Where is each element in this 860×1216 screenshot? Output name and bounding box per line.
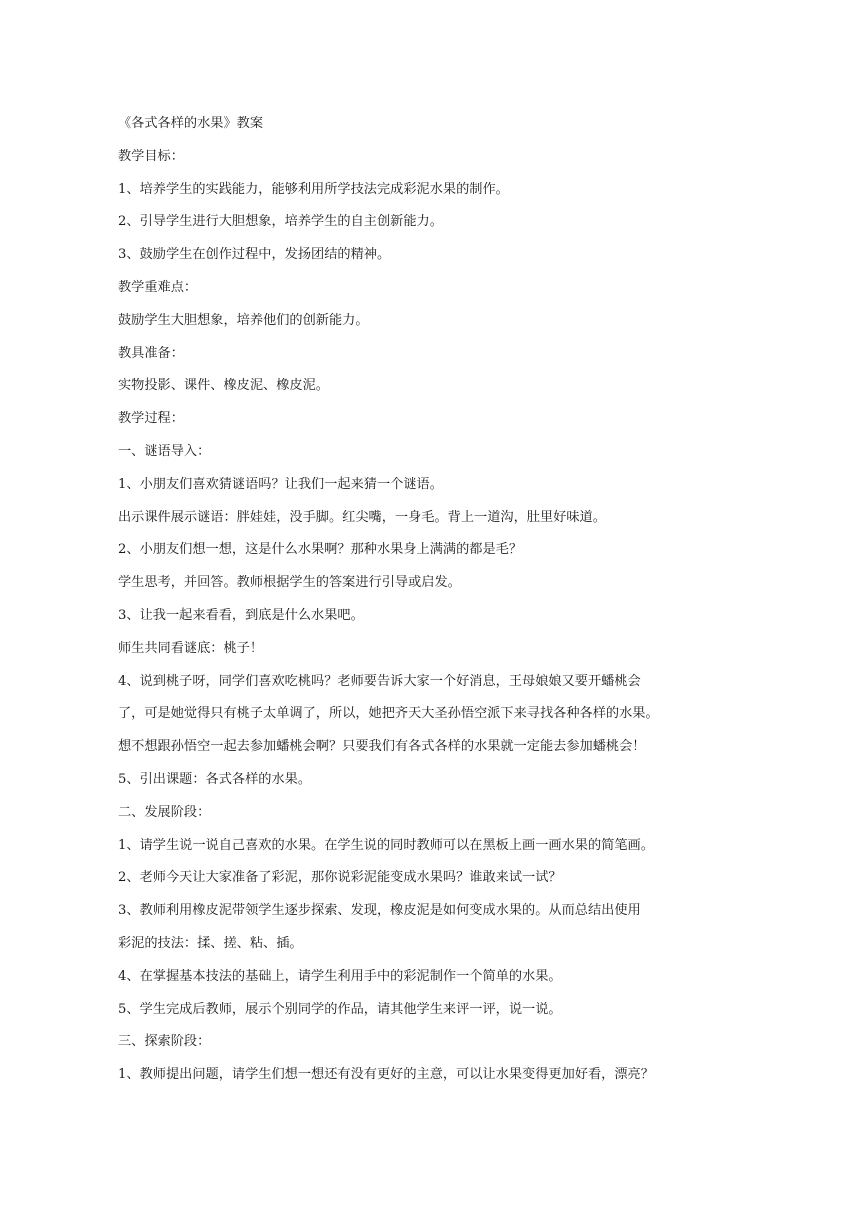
section-heading-key-points: 教学重难点： <box>118 279 198 295</box>
paragraph-line: 1、教师提出问题，请学生们想一想还有没有更好的主意，可以让水果变得更加好看，漂亮？ <box>118 1067 654 1083</box>
paragraph-line: 鼓励学生大胆想象，培养他们的创新能力。 <box>118 312 369 328</box>
paragraph-line: 1、培养学生的实践能力，能够利用所学技法完成彩泥水果的制作。 <box>118 181 509 197</box>
subsection-heading-exploration: 三、探索阶段： <box>118 1034 211 1050</box>
paragraph-line: 想不想跟孙悟空一起去参加蟠桃会啊？只要我们有各式各样的水果就一定能去参加蟠桃会！ <box>118 739 646 755</box>
paragraph-line: 4、说到桃子呀，同学们喜欢吃桃吗？老师要告诉大家一个好消息，王母娘娘又要开蟠桃会 <box>118 673 641 689</box>
paragraph-line: 学生思考，并回答。教师根据学生的答案进行引导或启发。 <box>118 575 461 591</box>
subsection-heading-development: 二、发展阶段： <box>118 804 211 820</box>
document-title: 《各式各样的水果》教案 <box>118 116 264 131</box>
paragraph-line: 1、请学生说一说自己喜欢的水果。在学生说的同时教师可以在黑板上画一画水果的简笔画。 <box>118 837 654 853</box>
paragraph-line: 3、教师利用橡皮泥带领学生逐步探索、发现，橡皮泥是如何变成水果的。从而总结出使用 <box>118 903 641 919</box>
paragraph-line: 2、引导学生进行大胆想象，培养学生的自主创新能力。 <box>118 214 443 230</box>
paragraph-line: 实物投影、课件、橡皮泥、橡皮泥。 <box>118 378 329 394</box>
paragraph-line: 4、在掌握基本技法的基础上，请学生利用手中的彩泥制作一个简单的水果。 <box>118 968 562 984</box>
paragraph-line: 师生共同看谜底：桃子！ <box>118 640 264 656</box>
paragraph-line: 2、老师今天让大家准备了彩泥，那你说彩泥能变成水果吗？谁敢来试一试？ <box>118 870 562 886</box>
section-heading-objectives: 教学目标： <box>118 148 184 164</box>
paragraph-line: 3、让我一起来看看，到底是什么水果吧。 <box>118 607 364 623</box>
paragraph-line: 彩泥的技法：揉、搓、粘、插。 <box>118 935 303 951</box>
paragraph-line: 2、小朋友们想一想，这是什么水果啊？那种水果身上满满的都是毛？ <box>118 542 523 558</box>
paragraph-line: 了，可是她觉得只有桃子太单调了，所以，她把齐天大圣孙悟空派下来寻找各种各样的水果。 <box>118 706 659 722</box>
subsection-heading-riddle: 一、谜语导入： <box>118 443 211 459</box>
section-heading-process: 教学过程： <box>118 411 184 427</box>
paragraph-line: 1、小朋友们喜欢猜谜语吗？让我们一起来猜一个谜语。 <box>118 476 443 492</box>
paragraph-line: 出示课件展示谜语：胖娃娃，没手脚。红尖嘴，一身毛。背上一道沟，肚里好味道。 <box>118 509 606 525</box>
paragraph-line: 5、学生完成后教师，展示个别同学的作品，请其他学生来评一评，说一说。 <box>118 1001 562 1017</box>
paragraph-line: 5、引出课题：各式各样的水果。 <box>118 771 312 787</box>
section-heading-materials: 教具准备： <box>118 345 184 361</box>
document-page <box>118 108 743 1092</box>
paragraph-line: 3、鼓励学生在创作过程中，发扬团结的精神。 <box>118 247 391 263</box>
